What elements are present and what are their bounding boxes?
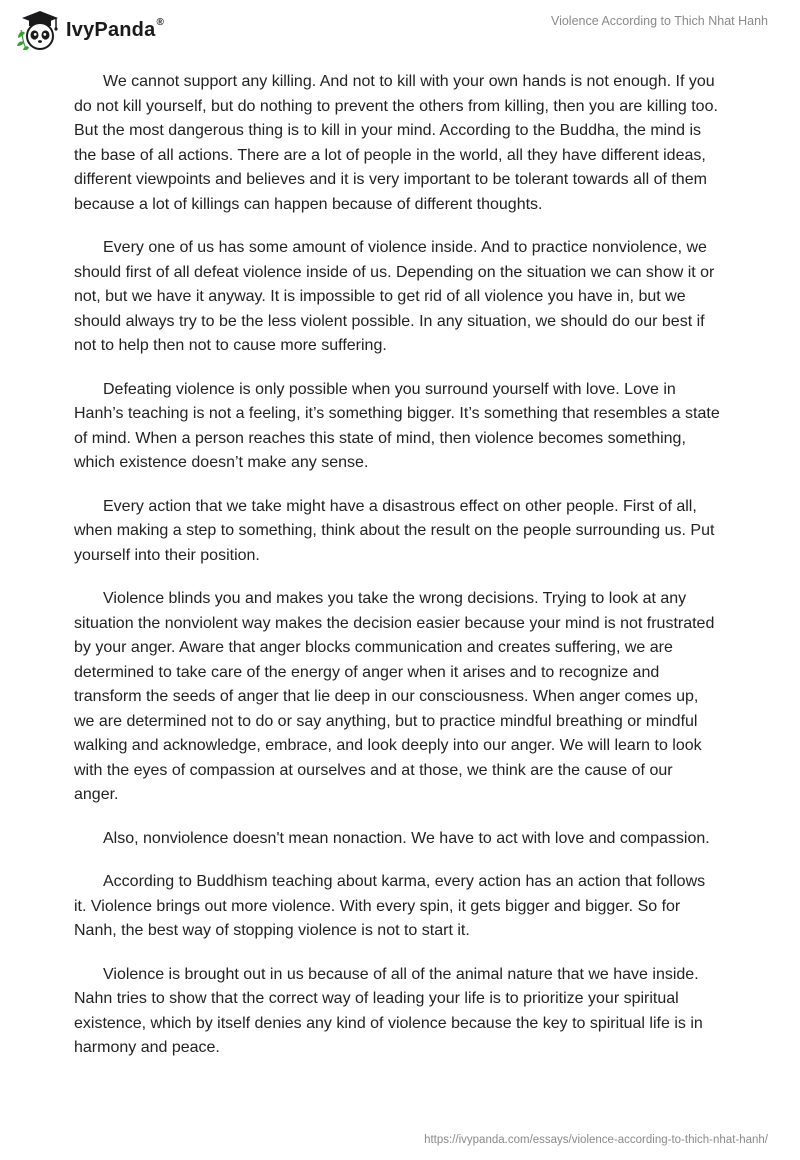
essay-paragraph: Also, nonviolence doesn't mean nonaction. We have to act with love and compassion. <box>103 829 710 847</box>
panda-graduate-icon <box>14 8 60 52</box>
source-url-link[interactable]: https://ivypanda.com/essays/violence-according-to-thich-nhat-hanh/ <box>424 1134 768 1146</box>
ivypanda-logo[interactable] <box>14 8 214 52</box>
page-header <box>0 0 800 60</box>
registered-mark: ® <box>156 16 165 28</box>
brand-name-text: IvyPanda <box>66 18 156 41</box>
essay-paragraph: Every action that we take might have a disastrous effect on other people. First of all, when making a step to something, think about the result on the people surrounding us. Put yourself into their position. <box>74 497 715 564</box>
essay-body <box>74 70 720 1080</box>
essay-paragraph: Violence blinds you and makes you take the wrong decisions. Trying to look at any situation the nonviolent way makes the decision easier because your mind is not frustrated by your anger. Aware that anger blocks communication and creates suffering, we are determined to take care of the energy of anger when it arises and to recognize and transform the seeds of anger that lie deep in our consciousness. When anger comes up, we are determined not to do or say anything, but to practice mindful breathing or mindful walking and acknowledge, embrace, and look deeply into our anger. We will learn to look with the eyes of compassion at ourselves and at those, we think are the cause of our anger. <box>74 590 715 803</box>
brand-name <box>66 16 165 42</box>
essay-paragraph: According to Buddhism teaching about karma, every action has an action that follows it. Violence brings out more violence. With every spin, it gets bigger and bigger. So for Nanh, the best way of stopping violence is not to start it. <box>74 873 706 939</box>
essay-paragraph: Every one of us has some amount of violence inside. And to practice nonviolence, we should first of all defeat violence inside of us. Depending on the situation we can show it or not, but we have it anyway. It is impossible to get rid of all violence you have in, but we should always try to be the less violent possible. In any situation, we should do our best if not to help then not to cause more suffering. <box>74 239 715 354</box>
essay-paragraph: We cannot support any killing. And not to kill with your own hands is not enough. If you do not kill yourself, but do nothing to prevent the others from killing, then you are killing too. But the most dangerous thing is to kill in your mind. According to the Buddha, the mind is the base of all actions. There are a lot of people in the world, all they have different ideas, different viewpoints and believes and it is very important to be tolerant towards all of them because a lot of killings can happen because of different thoughts. <box>74 73 718 213</box>
essay-paragraph: Defeating violence is only possible when you surround yourself with love. Love in Hanh’s teaching is not a feeling, it’s something bigger. It’s something that resembles a state of mind. When a person reaches this state of mind, then violence becomes something, which existence doesn’t make any sense. <box>74 380 720 471</box>
essay-paragraph: Violence is brought out in us because of all of the animal nature that we have inside. Nahn tries to show that the correct way of leading your life is to prioritize your spiritual existence, which by itself denies any kind of violence because the key to spiritual life is in harmony and peace. <box>74 965 703 1056</box>
document-title: Violence According to Thich Nhat Hanh <box>550 14 768 28</box>
